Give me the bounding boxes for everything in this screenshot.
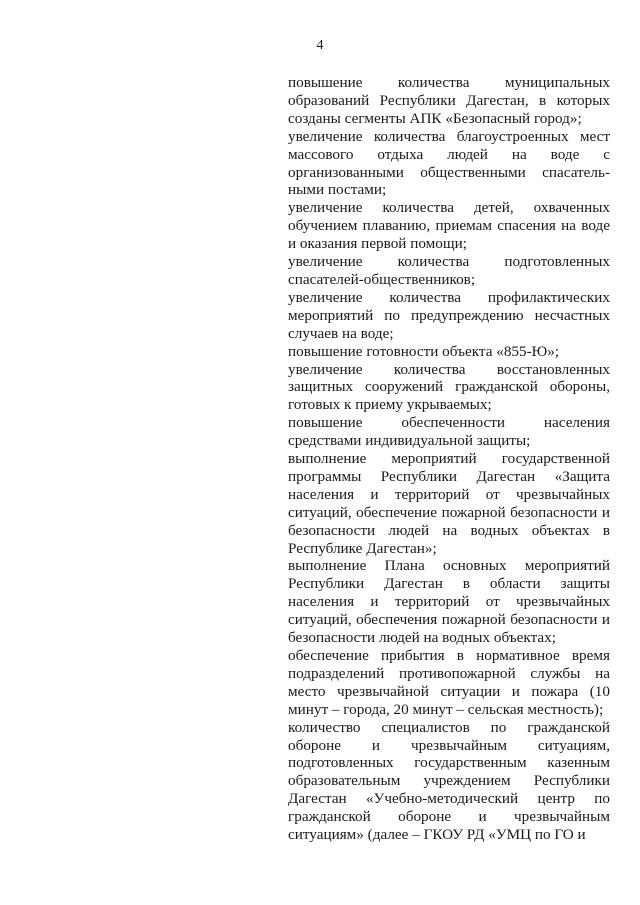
list-item: увеличение количества восстановленных защитных сооружений гражданской обороны, готовых к приему укрываемых; [288,360,610,414]
list-item: повышение готовности объекта «855-Ю»; [288,342,560,360]
list-item: увеличение количества детей, охваченных обучением плаванию, приемам спасения на воде и оказания первой помощи; [288,199,610,253]
list-item: количество специалистов по гражданской обороне и чрезвычайным ситуациям, подготовленных государственным казенным образовательным учреждением Республики Дагестан «Учебно-методический центр по гражданской обороне и чрезвычайным ситуациям» (далее – ГКОУ РД «УМЦ по ГО и [288,718,610,844]
list-item: увеличение количества благоустроенных мест массового отдыха людей на воде с организованными общественными спасательными постами; [288,127,610,199]
page-number: 4 [316,38,324,53]
list-item: обеспечение прибытия в нормативное время подразделений противопожарной службы на место чрезвычайной ситуации и пожара (10 минут – города, 20 минут – сельская местность); [288,647,610,718]
list-item: повышение обеспеченности населения средствами индивидуальной защиты; [288,414,610,450]
list-item: повышение количества муниципальных образований Республики Дагестан, в которых созданы сегменты АПК «Безопасный город»; [288,74,610,127]
document-body [288,74,610,844]
list-item: выполнение Плана основных мероприятий Республики Дагестан в области защиты населения и территорий от чрезвычайных ситуаций, обеспечения пожарной безопасности и безопасности людей на водных объектах; [288,557,610,647]
list-item: выполнение мероприятий государственной программы Республики Дагестан «Защита населения и территорий от чрезвычайных ситуаций, обеспечение пожарной безопасности и безопасности людей на водных объектах в Республике Дагестан»; [288,450,610,557]
list-item: увеличение количества профилактических мероприятий по предупреждению несчастных случаев на воде; [288,288,610,342]
list-item: увеличение количества подготовленных спасателей-общественников; [288,253,610,288]
